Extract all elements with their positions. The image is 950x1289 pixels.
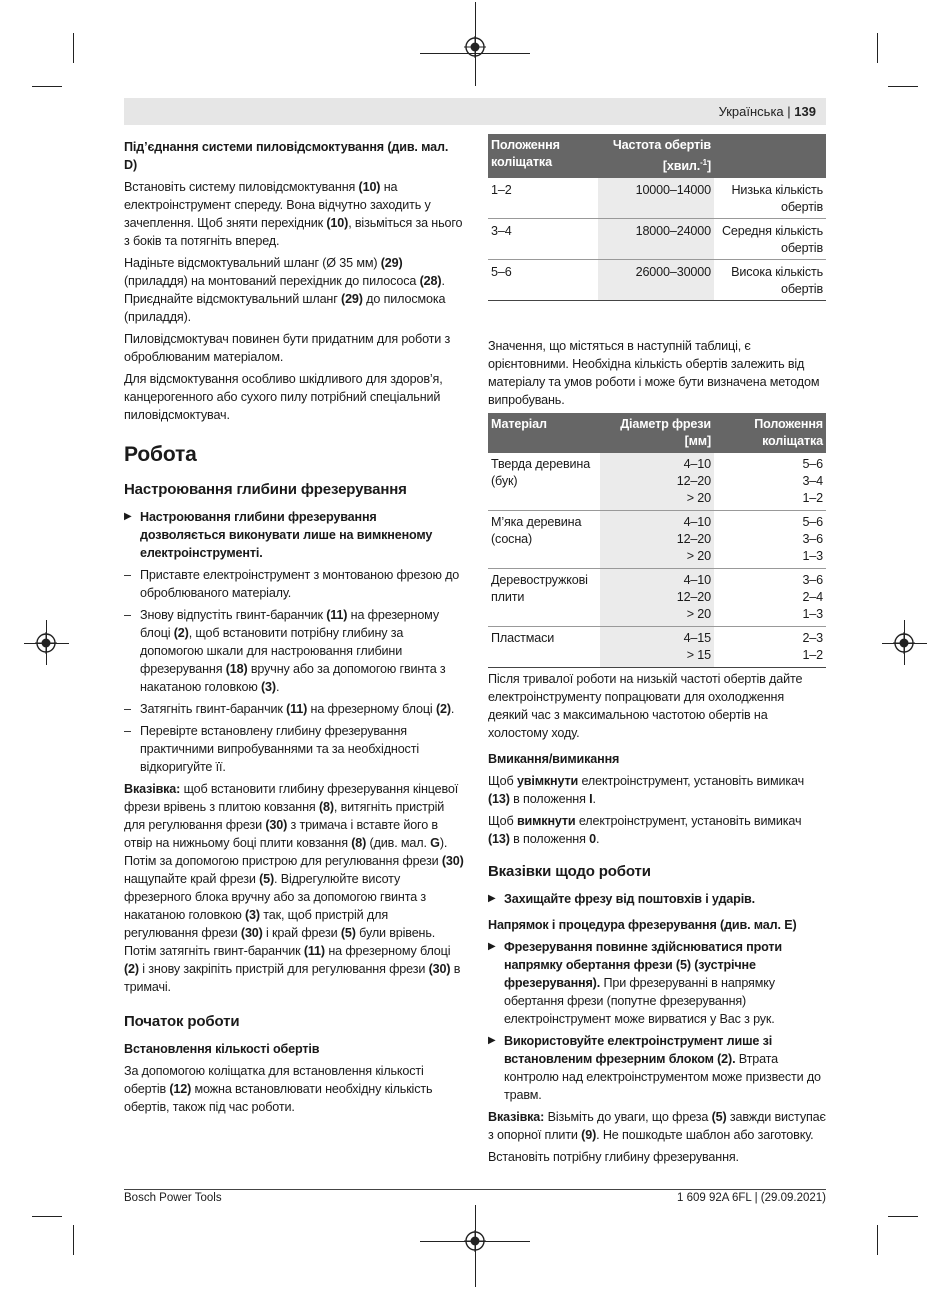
crop-mark	[877, 1225, 878, 1255]
table-cell: 5–6	[488, 260, 598, 301]
table-row	[488, 260, 826, 301]
depth-step-1: – Приставте електроінструмент з монтованою фрезою до оброблюваного матеріалу.	[124, 566, 464, 602]
table-header: Матеріал	[488, 413, 600, 453]
table-cell: 10000–14000	[598, 178, 714, 219]
footer-brand: Bosch Power Tools	[124, 1192, 222, 1204]
table-cell: Висока кількість обертів	[714, 260, 826, 301]
depth-step-4: – Перевірте встановлену глибину фрезерування практичними випробуваннями та за необхідності відкоригуйте її.	[124, 722, 464, 776]
footer-divider	[124, 1189, 826, 1190]
table-cell: Низька кількість обертів	[714, 178, 826, 219]
table-cell: 4–10 12–20 > 20	[600, 453, 714, 511]
section-heading-work: Робота	[124, 443, 197, 466]
dust-paragraph-4: Для відсмоктування особливо шкідливого для здоров’я, канцерогенного або сухого пилу потрібний спеціальний пиловідсмоктувач.	[124, 372, 443, 422]
direction-bullet-2: ▶ Використовуйте електроінструмент лише зі встановленим фрезерним блоком (2). Втрата контролю над електроінструментом може призвести до травм.	[488, 1032, 826, 1104]
table-row	[488, 219, 826, 260]
table-cell: Деревостружкові плити	[488, 569, 600, 627]
table-header: Положення коліщатка	[714, 413, 826, 453]
table-cell: 3–6 2–4 1–3	[714, 569, 826, 627]
dust-paragraph-2: Надіньте відсмоктувальний шланг (Ø 35 мм) (29) (приладдя) на монтований перехідник до пилососа (28). Приєднайте відсмоктувальний шланг (29) до пилосмока (приладдя).	[124, 256, 446, 324]
table-header-row	[488, 413, 826, 453]
onoff-title: Вмикання/вимикання	[488, 752, 620, 767]
dust-section-title: Під’єднання системи пиловідсмоктування (див. мал. D)	[124, 140, 449, 172]
table-cell: 18000–24000	[598, 219, 714, 260]
subheading-start: Початок роботи	[124, 1013, 240, 1030]
crop-mark	[32, 1216, 62, 1217]
table-cell: 4–10 12–20 > 20	[600, 511, 714, 569]
registration-mark-icon	[893, 632, 915, 654]
header-label: Українська | 139	[718, 104, 816, 119]
table-cell: М’яка деревина (сосна)	[488, 511, 600, 569]
crop-mark	[888, 86, 918, 87]
table-cell: 4–10 12–20 > 20	[600, 569, 714, 627]
table-cell: 26000–30000	[598, 260, 714, 301]
table-cell: 2–3 1–2	[714, 627, 826, 668]
direction-title: Напрямок і процедура фрезерування (див. мал. E)	[488, 918, 797, 933]
table-cell: Пластмаси	[488, 627, 600, 668]
table-cell: 4–15 > 15	[600, 627, 714, 668]
speed-table	[488, 134, 826, 301]
registration-mark-icon	[35, 632, 57, 654]
table-cell: 5–6 3–6 1–3	[714, 511, 826, 569]
depth-step-3: – Затягніть гвинт-баранчик (11) на фрезерному блоці (2).	[124, 700, 464, 718]
subheading-depth: Настроювання глибини фрезерування	[124, 481, 407, 498]
right-column	[488, 134, 826, 1170]
speed-title: Встановлення кількості обертів	[124, 1042, 320, 1056]
table-row	[488, 178, 826, 219]
footer-doc-id: 1 609 92A 6FL | (29.09.2021)	[677, 1192, 826, 1204]
table-header: Положення коліщатка	[488, 134, 598, 178]
final-paragraph: Встановіть потрібну глибину фрезерування.	[488, 1150, 739, 1165]
table-header-row	[488, 134, 826, 178]
table-cell: 1–2	[488, 178, 598, 219]
table-row	[488, 569, 826, 627]
registration-mark-icon	[464, 1230, 486, 1252]
off-paragraph: Щоб вимкнути електроінструмент, установіть вимикач (13) в положення 0.	[488, 814, 802, 847]
left-column	[124, 138, 464, 1120]
registration-mark-icon	[464, 36, 486, 58]
crop-mark	[32, 86, 62, 87]
crop-mark	[888, 1216, 918, 1217]
table-row	[488, 627, 826, 668]
speed-paragraph: За допомогою коліщатка для встановлення кількості обертів (12) можна встановлювати необхідну кількість обертів, також під час роботи.	[124, 1064, 433, 1114]
after-table-paragraph: Після тривалої роботи на низькій частоті обертів дайте електроінструменту попрацювати для охолодження деякий час з максимальною частотою обертів на холостому ходу.	[488, 672, 803, 741]
crop-mark	[877, 33, 878, 63]
depth-step-2: – Знову відпустіть гвинт-баранчик (11) на фрезерному блоці (2), щоб встановити потрібну глибину за допомогою шкали для настроювання глибини фрезерування (18) вручну або за допомогою гвинта з накатаною головкою (3).	[124, 606, 464, 696]
depth-warning: ▶ Настроювання глибини фрезерування дозволяється виконувати лише на вимкненому електроінструменті.	[124, 508, 464, 562]
table-cell: 3–4	[488, 219, 598, 260]
note-2: Вказівка: Візьміть до уваги, що фреза (5) завжди виступає з опорної плити (9). Не пошкодьте шаблон або заготовку.	[488, 1110, 826, 1143]
table-row	[488, 453, 826, 511]
dust-paragraph-1: Встановіть систему пиловідсмоктування (10) на електроінструмент спереду. Вона відчутно заходить у зачеплення. Щоб зняти перехідник (10), візьміться за нього з боків та потягніть вперед.	[124, 180, 463, 248]
page-number: 139	[794, 104, 816, 119]
table-cell: Тверда деревина (бук)	[488, 453, 600, 511]
table-cell: 5–6 3–4 1–2	[714, 453, 826, 511]
crop-mark	[73, 1225, 74, 1255]
table-header: Діаметр фрези [мм]	[600, 413, 714, 453]
table-row	[488, 511, 826, 569]
depth-note: Вказівка: щоб встановити глибину фрезерування кінцевої фрези врівень з плитою ковзання (8), витягніть пристрій для регулювання фрези (30) з тримача і вставте його в отвір на нижньому боці плити ковзання (8) (див. мал. G). Потім за допомогою пристрою для регулювання фрези (30) нащупайте край фрези (5). Відрегулюйте висоту фрезерного блока вручну або за допомогою гвинта з накатаною головкою (3) так, щоб пристрій для регулювання фрези (30) і край фрези (5) були врівень. Потім затягніть гвинт-баранчик (11) на фрезерному блоці (2) і знову закріпіть пристрій для регулювання фрези (30) в тримачі.	[124, 782, 464, 994]
table-header: Частота обертів [хвил.$^{-1}$]	[598, 134, 714, 178]
dust-paragraph-3: Пиловідсмоктувач повинен бути придатним для роботи з оброблюваним матеріалом.	[124, 332, 451, 364]
on-paragraph: Щоб увімкнути електроінструмент, установіть вимикач (13) в положення I.	[488, 774, 804, 807]
direction-bullet-1: ▶ Фрезерування повинне здійснюватися проти напрямку обертання фрези (5) (зустрічне фрезерування). При фрезеруванні в напрямку обертання фрези (попутне фрезерування) електроінструмент може вирватися у Вас з рук.	[488, 938, 826, 1028]
page-header	[124, 98, 826, 125]
table-header	[714, 134, 826, 178]
tip-protect: ▶ Захищайте фрезу від поштовхів і ударів.	[488, 890, 826, 908]
table-cell: Середня кількість обертів	[714, 219, 826, 260]
subheading-tips: Вказівки щодо роботи	[488, 863, 651, 881]
material-table	[488, 413, 826, 668]
table2-intro: Значення, що містяться в наступній таблиці, є орієнтовними. Необхідна кількість обертів залежить від матеріалу та умов роботи і може бути визначена методом випробувань.	[488, 339, 820, 408]
crop-mark	[73, 33, 74, 63]
